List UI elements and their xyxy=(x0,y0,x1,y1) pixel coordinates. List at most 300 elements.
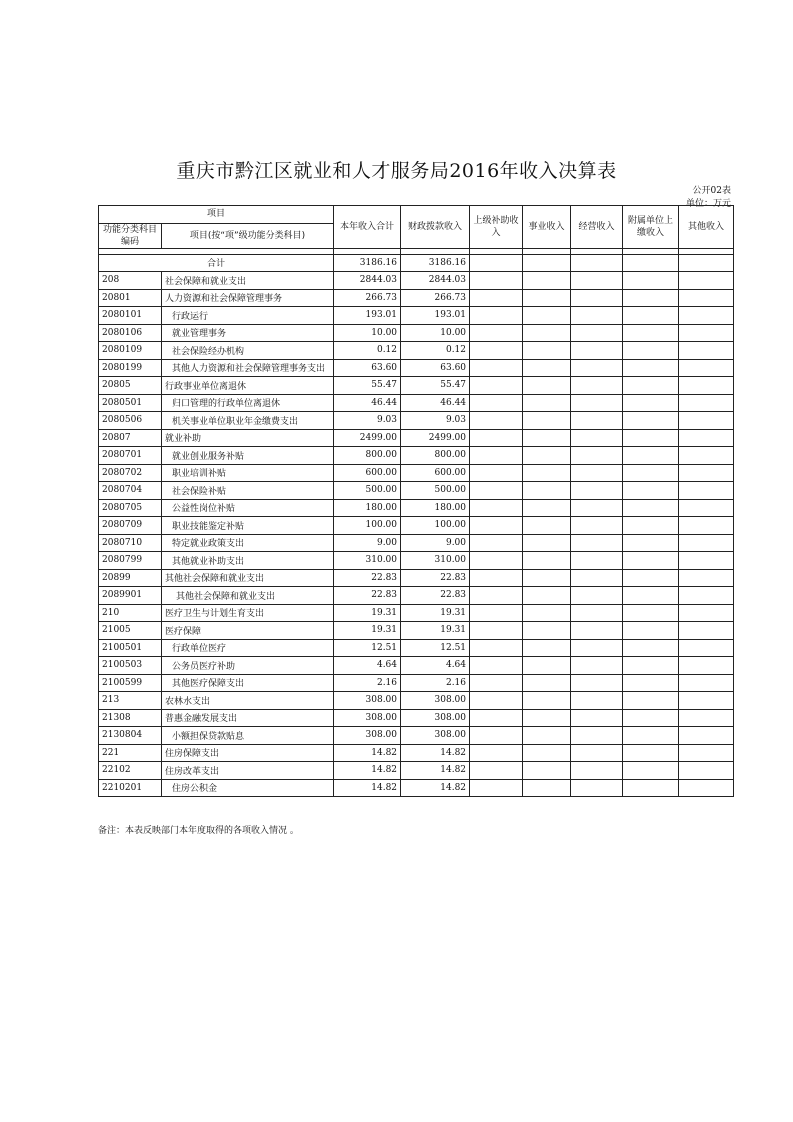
row-institution xyxy=(523,272,571,290)
row-name: 职业技能鉴定补贴 xyxy=(162,517,334,535)
row-superior-subsidy xyxy=(470,359,523,377)
table-row xyxy=(99,552,734,570)
row-other xyxy=(679,499,734,517)
row-code: 2080709 xyxy=(99,517,162,535)
row-total-income: 800.00 xyxy=(334,447,401,465)
row-other xyxy=(679,569,734,587)
row-institution xyxy=(523,604,571,622)
row-other xyxy=(679,324,734,342)
form-code: 公开02表 xyxy=(692,186,731,196)
row-affiliated xyxy=(623,324,679,342)
header-name: 项目(按“项”级功能分类科目) xyxy=(162,223,334,248)
row-institution xyxy=(523,447,571,465)
row-business xyxy=(571,429,623,447)
row-other xyxy=(679,639,734,657)
row-other xyxy=(679,622,734,640)
row-name: 小额担保贷款贴息 xyxy=(162,727,334,745)
table-row xyxy=(99,464,734,482)
row-business xyxy=(571,482,623,500)
row-superior-subsidy xyxy=(470,272,523,290)
row-fiscal: 19.31 xyxy=(401,604,470,622)
header-institution: 事业收入 xyxy=(523,206,571,249)
row-code: 2100599 xyxy=(99,674,162,692)
row-name: 住房改革支出 xyxy=(162,762,334,780)
table-row xyxy=(99,657,734,675)
row-other xyxy=(679,429,734,447)
row-total-income: 266.73 xyxy=(334,289,401,307)
row-superior-subsidy xyxy=(470,727,523,745)
row-code: 20805 xyxy=(99,377,162,395)
row-institution xyxy=(523,499,571,517)
row-business xyxy=(571,692,623,710)
row-institution xyxy=(523,587,571,605)
row-code: 2080506 xyxy=(99,412,162,430)
income-table xyxy=(98,205,734,797)
row-code: 2080501 xyxy=(99,394,162,412)
row-code: 2080199 xyxy=(99,359,162,377)
row-other xyxy=(679,587,734,605)
row-institution xyxy=(523,552,571,570)
row-affiliated xyxy=(623,552,679,570)
row-name: 其他社会保障和就业支出 xyxy=(162,587,334,605)
row-superior-subsidy xyxy=(470,692,523,710)
row-fiscal: 9.00 xyxy=(401,534,470,552)
row-other xyxy=(679,394,734,412)
row-affiliated xyxy=(623,779,679,797)
row-fiscal: 2844.03 xyxy=(401,272,470,290)
row-fiscal: 0.12 xyxy=(401,342,470,360)
header-affiliated: 附属单位上缴收入 xyxy=(623,206,679,249)
row-code: 2080710 xyxy=(99,534,162,552)
row-name: 医疗保障 xyxy=(162,622,334,640)
row-institution xyxy=(523,482,571,500)
row-superior-subsidy xyxy=(470,674,523,692)
row-superior-subsidy xyxy=(470,517,523,535)
row-code: 213 xyxy=(99,692,162,710)
row-fiscal: 308.00 xyxy=(401,709,470,727)
table-row xyxy=(99,587,734,605)
row-code: 20899 xyxy=(99,569,162,587)
row-total-income: 193.01 xyxy=(334,307,401,325)
row-name: 住房保障支出 xyxy=(162,744,334,762)
row-superior-subsidy xyxy=(470,604,523,622)
row-other xyxy=(679,709,734,727)
row-superior-subsidy xyxy=(470,657,523,675)
row-other xyxy=(679,447,734,465)
row-other xyxy=(679,674,734,692)
row-fiscal: 22.83 xyxy=(401,569,470,587)
row-name: 其他就业补助支出 xyxy=(162,552,334,570)
row-business xyxy=(571,534,623,552)
row-business xyxy=(571,552,623,570)
row-code: 2080704 xyxy=(99,482,162,500)
row-code: 2080705 xyxy=(99,499,162,517)
table-row xyxy=(99,289,734,307)
row-other xyxy=(679,412,734,430)
row-institution xyxy=(523,692,571,710)
row-affiliated xyxy=(623,744,679,762)
row-total-income: 9.00 xyxy=(334,534,401,552)
row-other xyxy=(679,744,734,762)
row-institution xyxy=(523,517,571,535)
row-total-income: 55.47 xyxy=(334,377,401,395)
row-business xyxy=(571,342,623,360)
row-affiliated xyxy=(623,587,679,605)
row-fiscal: 14.82 xyxy=(401,762,470,780)
row-other xyxy=(679,517,734,535)
row-other xyxy=(679,727,734,745)
row-business xyxy=(571,499,623,517)
row-other xyxy=(679,657,734,675)
row-business xyxy=(571,727,623,745)
row-fiscal: 308.00 xyxy=(401,692,470,710)
row-affiliated xyxy=(623,289,679,307)
row-other xyxy=(679,762,734,780)
row-superior-subsidy xyxy=(470,342,523,360)
row-superior-subsidy xyxy=(470,639,523,657)
row-fiscal: 10.00 xyxy=(401,324,470,342)
row-affiliated xyxy=(623,464,679,482)
row-business xyxy=(571,604,623,622)
row-business xyxy=(571,779,623,797)
row-name: 人力资源和社会保障管理事务 xyxy=(162,289,334,307)
row-institution xyxy=(523,377,571,395)
row-superior-subsidy xyxy=(470,552,523,570)
table-row xyxy=(99,534,734,552)
row-affiliated xyxy=(623,639,679,657)
table-row xyxy=(99,307,734,325)
row-business xyxy=(571,464,623,482)
row-business xyxy=(571,744,623,762)
row-total-income: 4.64 xyxy=(334,657,401,675)
row-code: 2080702 xyxy=(99,464,162,482)
row-superior-subsidy xyxy=(470,307,523,325)
row-affiliated xyxy=(623,412,679,430)
row-affiliated xyxy=(623,517,679,535)
row-name: 归口管理的行政单位离退休 xyxy=(162,394,334,412)
row-total-income: 180.00 xyxy=(334,499,401,517)
row-institution xyxy=(523,342,571,360)
unit-label: 单位：万元 xyxy=(685,199,731,209)
header-fiscal: 财政拨款收入 xyxy=(401,206,470,249)
table-row xyxy=(99,779,734,797)
row-name: 行政运行 xyxy=(162,307,334,325)
row-affiliated xyxy=(623,429,679,447)
row-total-income: 308.00 xyxy=(334,692,401,710)
row-superior-subsidy xyxy=(470,482,523,500)
row-fiscal: 46.44 xyxy=(401,394,470,412)
row-business xyxy=(571,657,623,675)
row-name: 机关事业单位职业年金缴费支出 xyxy=(162,412,334,430)
row-superior-subsidy xyxy=(470,429,523,447)
header-item: 项目 xyxy=(99,206,334,224)
row-code: 2210201 xyxy=(99,779,162,797)
row-fiscal: 63.60 xyxy=(401,359,470,377)
row-affiliated xyxy=(623,622,679,640)
row-institution xyxy=(523,727,571,745)
total-label: 合计 xyxy=(99,254,334,272)
row-affiliated xyxy=(623,727,679,745)
row-affiliated xyxy=(623,674,679,692)
row-business xyxy=(571,447,623,465)
row-superior-subsidy xyxy=(470,569,523,587)
row-fiscal: 266.73 xyxy=(401,289,470,307)
table-row xyxy=(99,482,734,500)
row-institution xyxy=(523,674,571,692)
table-row xyxy=(99,499,734,517)
row-name: 其他社会保障和就业支出 xyxy=(162,569,334,587)
header-other: 其他收入 xyxy=(679,206,734,249)
row-fiscal: 2499.00 xyxy=(401,429,470,447)
row-name: 社会保险补贴 xyxy=(162,482,334,500)
row-business xyxy=(571,412,623,430)
row-institution xyxy=(523,464,571,482)
row-fiscal: 19.31 xyxy=(401,622,470,640)
row-other xyxy=(679,482,734,500)
row-name: 行政单位医疗 xyxy=(162,639,334,657)
row-other xyxy=(679,377,734,395)
row-code: 2089901 xyxy=(99,587,162,605)
table-row xyxy=(99,569,734,587)
row-institution xyxy=(523,324,571,342)
row-institution xyxy=(523,289,571,307)
row-name: 公益性岗位补贴 xyxy=(162,499,334,517)
row-affiliated xyxy=(623,482,679,500)
row-total-income: 600.00 xyxy=(334,464,401,482)
row-code: 20807 xyxy=(99,429,162,447)
row-fiscal: 193.01 xyxy=(401,307,470,325)
row-code: 20801 xyxy=(99,289,162,307)
row-superior-subsidy xyxy=(470,779,523,797)
table-row xyxy=(99,324,734,342)
row-fiscal: 14.82 xyxy=(401,744,470,762)
row-other xyxy=(679,534,734,552)
row-affiliated xyxy=(623,762,679,780)
page-title: 重庆市黔江区就业和人才服务局2016年收入决算表 xyxy=(176,160,617,182)
row-institution xyxy=(523,762,571,780)
row-business xyxy=(571,674,623,692)
table-row xyxy=(99,674,734,692)
row-fiscal: 4.64 xyxy=(401,657,470,675)
total-income-value: 3186.16 xyxy=(334,254,401,272)
row-business xyxy=(571,622,623,640)
table-row xyxy=(99,412,734,430)
row-code: 2080701 xyxy=(99,447,162,465)
row-code: 2080101 xyxy=(99,307,162,325)
row-code: 2080109 xyxy=(99,342,162,360)
table-row xyxy=(99,744,734,762)
row-name: 社会保险经办机构 xyxy=(162,342,334,360)
row-fiscal: 22.83 xyxy=(401,587,470,605)
row-code: 210 xyxy=(99,604,162,622)
row-other xyxy=(679,342,734,360)
row-total-income: 14.82 xyxy=(334,744,401,762)
row-affiliated xyxy=(623,709,679,727)
total-fiscal-value: 3186.16 xyxy=(401,254,470,272)
row-affiliated xyxy=(623,377,679,395)
row-affiliated xyxy=(623,394,679,412)
row-institution xyxy=(523,307,571,325)
row-fiscal: 55.47 xyxy=(401,377,470,395)
row-name: 住房公积金 xyxy=(162,779,334,797)
row-total-income: 308.00 xyxy=(334,709,401,727)
row-total-income: 2.16 xyxy=(334,674,401,692)
row-affiliated xyxy=(623,692,679,710)
table-row xyxy=(99,517,734,535)
row-total-income: 310.00 xyxy=(334,552,401,570)
row-institution xyxy=(523,429,571,447)
row-superior-subsidy xyxy=(470,377,523,395)
row-total-income: 19.31 xyxy=(334,604,401,622)
table-row xyxy=(99,394,734,412)
total-row xyxy=(99,254,734,272)
row-name: 其他医疗保障支出 xyxy=(162,674,334,692)
row-institution xyxy=(523,709,571,727)
table-row xyxy=(99,429,734,447)
row-superior-subsidy xyxy=(470,622,523,640)
row-affiliated xyxy=(623,604,679,622)
row-business xyxy=(571,394,623,412)
row-name: 普惠金融发展支出 xyxy=(162,709,334,727)
table-row xyxy=(99,622,734,640)
row-total-income: 46.44 xyxy=(334,394,401,412)
row-name: 医疗卫生与计划生育支出 xyxy=(162,604,334,622)
row-name: 行政事业单位离退休 xyxy=(162,377,334,395)
row-code: 2130804 xyxy=(99,727,162,745)
row-name: 农林水支出 xyxy=(162,692,334,710)
row-total-income: 2844.03 xyxy=(334,272,401,290)
row-code: 208 xyxy=(99,272,162,290)
row-affiliated xyxy=(623,499,679,517)
table-row xyxy=(99,359,734,377)
row-business xyxy=(571,289,623,307)
row-code: 2100503 xyxy=(99,657,162,675)
row-total-income: 308.00 xyxy=(334,727,401,745)
row-business xyxy=(571,517,623,535)
row-code: 21005 xyxy=(99,622,162,640)
row-fiscal: 12.51 xyxy=(401,639,470,657)
row-other xyxy=(679,779,734,797)
row-name: 就业创业服务补贴 xyxy=(162,447,334,465)
row-affiliated xyxy=(623,272,679,290)
table-row xyxy=(99,692,734,710)
row-affiliated xyxy=(623,447,679,465)
row-institution xyxy=(523,412,571,430)
row-superior-subsidy xyxy=(470,587,523,605)
row-superior-subsidy xyxy=(470,412,523,430)
row-other xyxy=(679,307,734,325)
row-name: 职业培训补贴 xyxy=(162,464,334,482)
row-total-income: 14.82 xyxy=(334,779,401,797)
row-institution xyxy=(523,779,571,797)
row-other xyxy=(679,464,734,482)
row-total-income: 100.00 xyxy=(334,517,401,535)
row-affiliated xyxy=(623,307,679,325)
row-total-income: 12.51 xyxy=(334,639,401,657)
row-affiliated xyxy=(623,569,679,587)
table-row xyxy=(99,639,734,657)
row-code: 22102 xyxy=(99,762,162,780)
row-fiscal: 2.16 xyxy=(401,674,470,692)
table-row xyxy=(99,727,734,745)
row-superior-subsidy xyxy=(470,394,523,412)
row-fiscal: 308.00 xyxy=(401,727,470,745)
row-superior-subsidy xyxy=(470,289,523,307)
table-row xyxy=(99,342,734,360)
row-superior-subsidy xyxy=(470,499,523,517)
row-institution xyxy=(523,622,571,640)
row-institution xyxy=(523,359,571,377)
row-fiscal: 9.03 xyxy=(401,412,470,430)
row-total-income: 9.03 xyxy=(334,412,401,430)
table-row xyxy=(99,447,734,465)
row-superior-subsidy xyxy=(470,762,523,780)
row-affiliated xyxy=(623,657,679,675)
row-total-income: 0.12 xyxy=(334,342,401,360)
row-business xyxy=(571,359,623,377)
row-institution xyxy=(523,657,571,675)
row-business xyxy=(571,324,623,342)
row-other xyxy=(679,692,734,710)
row-fiscal: 180.00 xyxy=(401,499,470,517)
row-superior-subsidy xyxy=(470,744,523,762)
row-name: 公务员医疗补助 xyxy=(162,657,334,675)
row-fiscal: 14.82 xyxy=(401,779,470,797)
row-fiscal: 310.00 xyxy=(401,552,470,570)
row-total-income: 2499.00 xyxy=(334,429,401,447)
row-name: 社会保障和就业支出 xyxy=(162,272,334,290)
row-affiliated xyxy=(623,534,679,552)
row-superior-subsidy xyxy=(470,534,523,552)
row-other xyxy=(679,552,734,570)
row-fiscal: 500.00 xyxy=(401,482,470,500)
row-other xyxy=(679,359,734,377)
row-code: 2080106 xyxy=(99,324,162,342)
row-total-income: 22.83 xyxy=(334,587,401,605)
row-institution xyxy=(523,744,571,762)
row-name: 就业管理事务 xyxy=(162,324,334,342)
row-superior-subsidy xyxy=(470,709,523,727)
row-business xyxy=(571,762,623,780)
row-total-income: 500.00 xyxy=(334,482,401,500)
row-name: 其他人力资源和社会保障管理事务支出 xyxy=(162,359,334,377)
row-institution xyxy=(523,534,571,552)
row-name: 就业补助 xyxy=(162,429,334,447)
row-business xyxy=(571,272,623,290)
row-affiliated xyxy=(623,342,679,360)
table-row xyxy=(99,377,734,395)
header-total-income: 本年收入合计 xyxy=(334,206,401,249)
row-total-income: 10.00 xyxy=(334,324,401,342)
table-row xyxy=(99,709,734,727)
row-institution xyxy=(523,394,571,412)
row-code: 2080799 xyxy=(99,552,162,570)
row-other xyxy=(679,604,734,622)
header-superior-subsidy: 上级补助收入 xyxy=(470,206,523,249)
row-institution xyxy=(523,569,571,587)
row-superior-subsidy xyxy=(470,464,523,482)
row-total-income: 22.83 xyxy=(334,569,401,587)
row-business xyxy=(571,639,623,657)
row-institution xyxy=(523,639,571,657)
row-name: 特定就业政策支出 xyxy=(162,534,334,552)
row-affiliated xyxy=(623,359,679,377)
row-total-income: 14.82 xyxy=(334,762,401,780)
header-business: 经营收入 xyxy=(571,206,623,249)
row-superior-subsidy xyxy=(470,447,523,465)
table-row xyxy=(99,272,734,290)
footnote: 备注：本表反映部门本年度取得的各项收入情况 。 xyxy=(98,826,299,836)
